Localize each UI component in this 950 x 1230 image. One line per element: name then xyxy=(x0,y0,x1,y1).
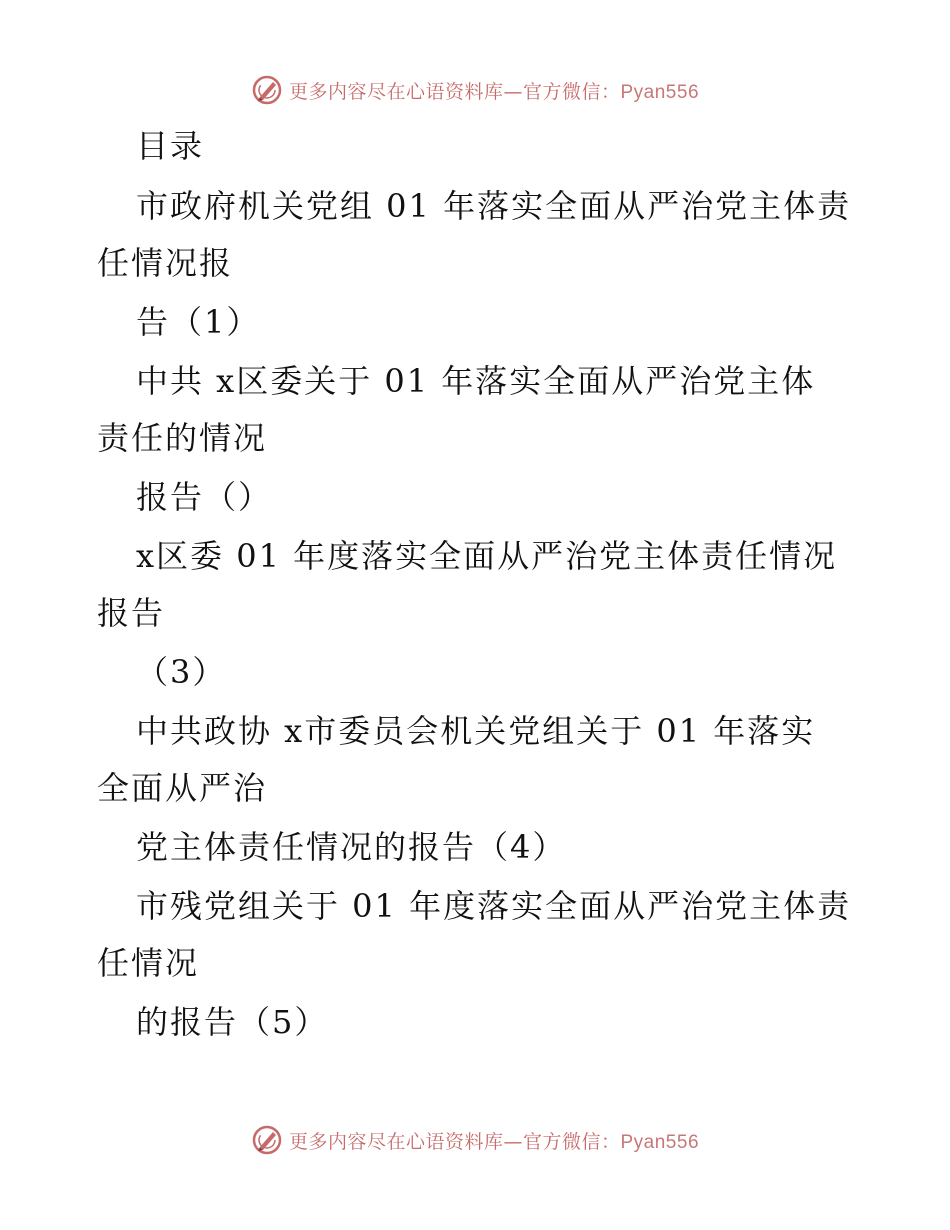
toc-line: 告（1） xyxy=(136,303,261,341)
toc-line: 任情况 xyxy=(97,944,200,982)
toc-line: 市政府机关党组 01 年落实全面从严治党主体责 xyxy=(136,187,852,225)
toc-line: 中共 x区委关于 01 年落实全面从严治党主体 xyxy=(136,362,816,400)
watermark-banner-bottom xyxy=(0,1120,950,1160)
watermark-text: 更多内容尽在心语资料库—官方微信：Pyan556 xyxy=(288,1130,700,1153)
watermark-text: 更多内容尽在心语资料库—官方微信：Pyan556 xyxy=(288,80,700,103)
toc-line: 责任的情况 xyxy=(97,419,268,457)
toc-line: （3） xyxy=(136,653,227,691)
toc-line: x区委 01 年度落实全面从严治党主体责任情况 xyxy=(136,537,838,575)
toc-line: 报告 xyxy=(97,594,166,632)
toc-line: 任情况报 xyxy=(97,244,234,282)
toc-line: 党主体责任情况的报告（4） xyxy=(136,828,567,866)
toc-line: 全面从严治 xyxy=(97,769,268,807)
toc-line: 的报告（5） xyxy=(136,1003,329,1041)
toc-line: 报告（） xyxy=(136,478,273,516)
toc-heading: 目录 xyxy=(136,127,205,165)
pen-logo-icon xyxy=(251,1124,283,1156)
toc-line: 市残党组关于 01 年度落实全面从严治党主体责 xyxy=(136,887,852,925)
toc-line: 中共政协 x市委员会机关党组关于 01 年落实 xyxy=(136,712,816,750)
